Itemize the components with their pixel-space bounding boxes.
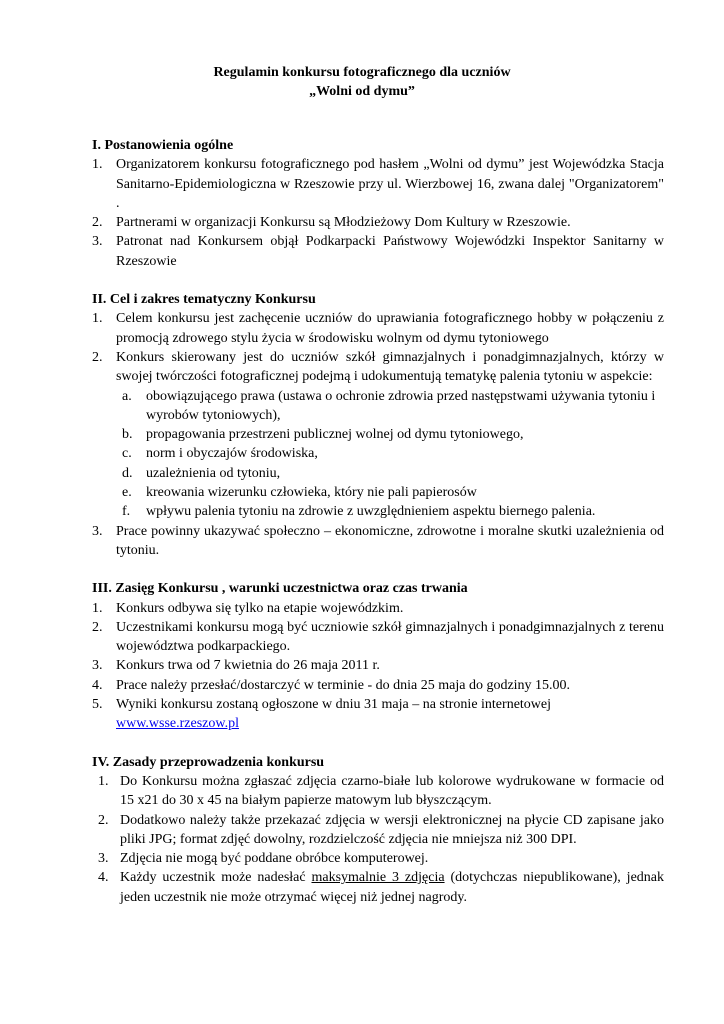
list-item: 5. Wyniki konkursu zostaną ogłoszone w dniu 31 maja – na stronie internetowej www.wsse.rzeszow.pl [92, 697, 552, 732]
list-item: 3. Patronat nad Konkursem objął Podkarpacki Państwowy Wojewódzki Inspektor Sanitarny w Rzeszowie [92, 234, 664, 269]
list-item: 1. Organizatorem konkursu fotograficznego pod hasłem „Wolni od dymu” jest Wojewódzka Stacja Sanitarno-Epidemiologiczna w Rzeszowie przy ul. Wierzbowej 16, zwana dalej "Organizatorem" . [92, 157, 664, 211]
list-item: 2. Uczestnikami konkursu mogą być uczniowie szkół gimnazjalnych i ponadgimnazjalnych z terenu województwa podkarpackiego. [92, 619, 664, 655]
list-item: 2. Konkurs skierowany jest do uczniów szkół gimnazjalnych i ponadgimnazjalnych, którzy w swojej twórczości fotograficznej podejmą i udokumentują tematykę palenia tytoniu w aspekcie: a. obowiązującego prawa (ustawa o ochronie zdrowia przed następstwami używania tytoniu i wyrobów tytoniowych), b. propagowania przestrzeni publicznej wolnej od dymu tytoniowego, c. norm i obyczajów środowiska, d. uzależnienia od tytoniu, e. kreowania wizerunku człowieka, który nie pali papierosów f. wpływu palenia tytoniu na zdrowie z uwzględnieniem aspektu biernego palenia. [92, 348, 664, 522]
document-subtitle: „Wolni od dymu” [309, 84, 415, 99]
document-title: Regulamin konkursu fotograficznego dla uczniów [213, 65, 511, 80]
list-item: 2. Dodatkowo należy także przekazać zdjęcia w wersji elektronicznej na płycie CD zapisane jako pliki JPG; format zdjęć dowolny, rozdzielczość zdjęcia nie mniejsza niż 300 DPI. [98, 812, 664, 847]
sublist-item: c. norm i obyczajów środowiska, [122, 446, 318, 462]
sublist-item: a. obowiązującego prawa (ustawa o ochronie zdrowia przed następstwami używania tytoniu i wyrobów tytoniowych), [122, 388, 656, 423]
list-item: 1. Celem konkursu jest zachęcenie uczniów do uprawiania fotograficznego hobby w połączeniu z promocją zdrowego stylu życia w środowisku wolnym od dymu tytoniowego [92, 311, 664, 346]
section-general-provisions [92, 136, 664, 271]
list-item: 3. Prace powinny ukazywać społeczno – ekonomiczne, zdrowotne i moralne skutki uzależnienia od tytoniu. [92, 523, 664, 558]
list-item: 3. Zdjęcia nie mogą być poddane obróbce komputerowej. [98, 851, 429, 867]
sublist-item: d. uzależnienia od tytoniu, [122, 465, 281, 481]
website-link[interactable]: www.wsse.rzeszow.pl [116, 716, 239, 732]
section-goal-and-scope [92, 290, 664, 560]
list-item: 4. Każdy uczestnik może nadesłać maksymalnie 3 zdjęcia (dotychczas niepublikowane), jednak jeden uczestnik nie może otrzymać więcej niż jednej nagrody. [98, 870, 664, 905]
list-item: 1. Do Konkursu można zgłaszać zdjęcia czarno-białe lub kolorowe wydrukowane w formacie od 15 x21 do 30 x 45 na białym papierze matowym lub błyszczącym. [98, 773, 664, 809]
sublist-item: f. wpływu palenia tytoniu na zdrowie z uwzględnieniem aspektu biernego palenia. [122, 504, 596, 520]
section-contest-rules [92, 753, 664, 907]
list-item: 3. Konkurs trwa od 7 kwietnia do 26 maja 2011 r. [92, 658, 380, 674]
list-item: 4. Prace należy przesłać/dostarczyć w terminie - do dnia 25 maja do godziny 15.00. [92, 677, 571, 693]
section-heading: II. Cel i zakres tematyczny Konkursu [92, 292, 316, 308]
section-heading: IV. Zasady przeprowadzenia konkursu [92, 754, 325, 770]
list-item: 1. Konkurs odbywa się tylko na etapie wojewódzkim. [92, 600, 404, 616]
list-item: 2. Partnerami w organizacji Konkursu są Młodzieżowy Dom Kultury w Rzeszowie. [92, 215, 571, 231]
aspect-sublist [116, 387, 664, 522]
section-heading: I. Postanowienia ogólne [92, 138, 234, 153]
section-heading: III. Zasięg Konkursu , warunki uczestnictwa oraz czas trwania [92, 581, 468, 597]
sublist-item: e. kreowania wizerunku człowieka, który nie pali papierosów [122, 485, 477, 501]
section-scope-conditions-duration [92, 579, 664, 733]
underlined-limit: maksymalnie 3 zdjęcia [311, 870, 445, 886]
document-body [92, 136, 664, 926]
sublist-item: b. propagowania przestrzeni publicznej wolnej od dymu tytoniowego, [122, 427, 524, 443]
